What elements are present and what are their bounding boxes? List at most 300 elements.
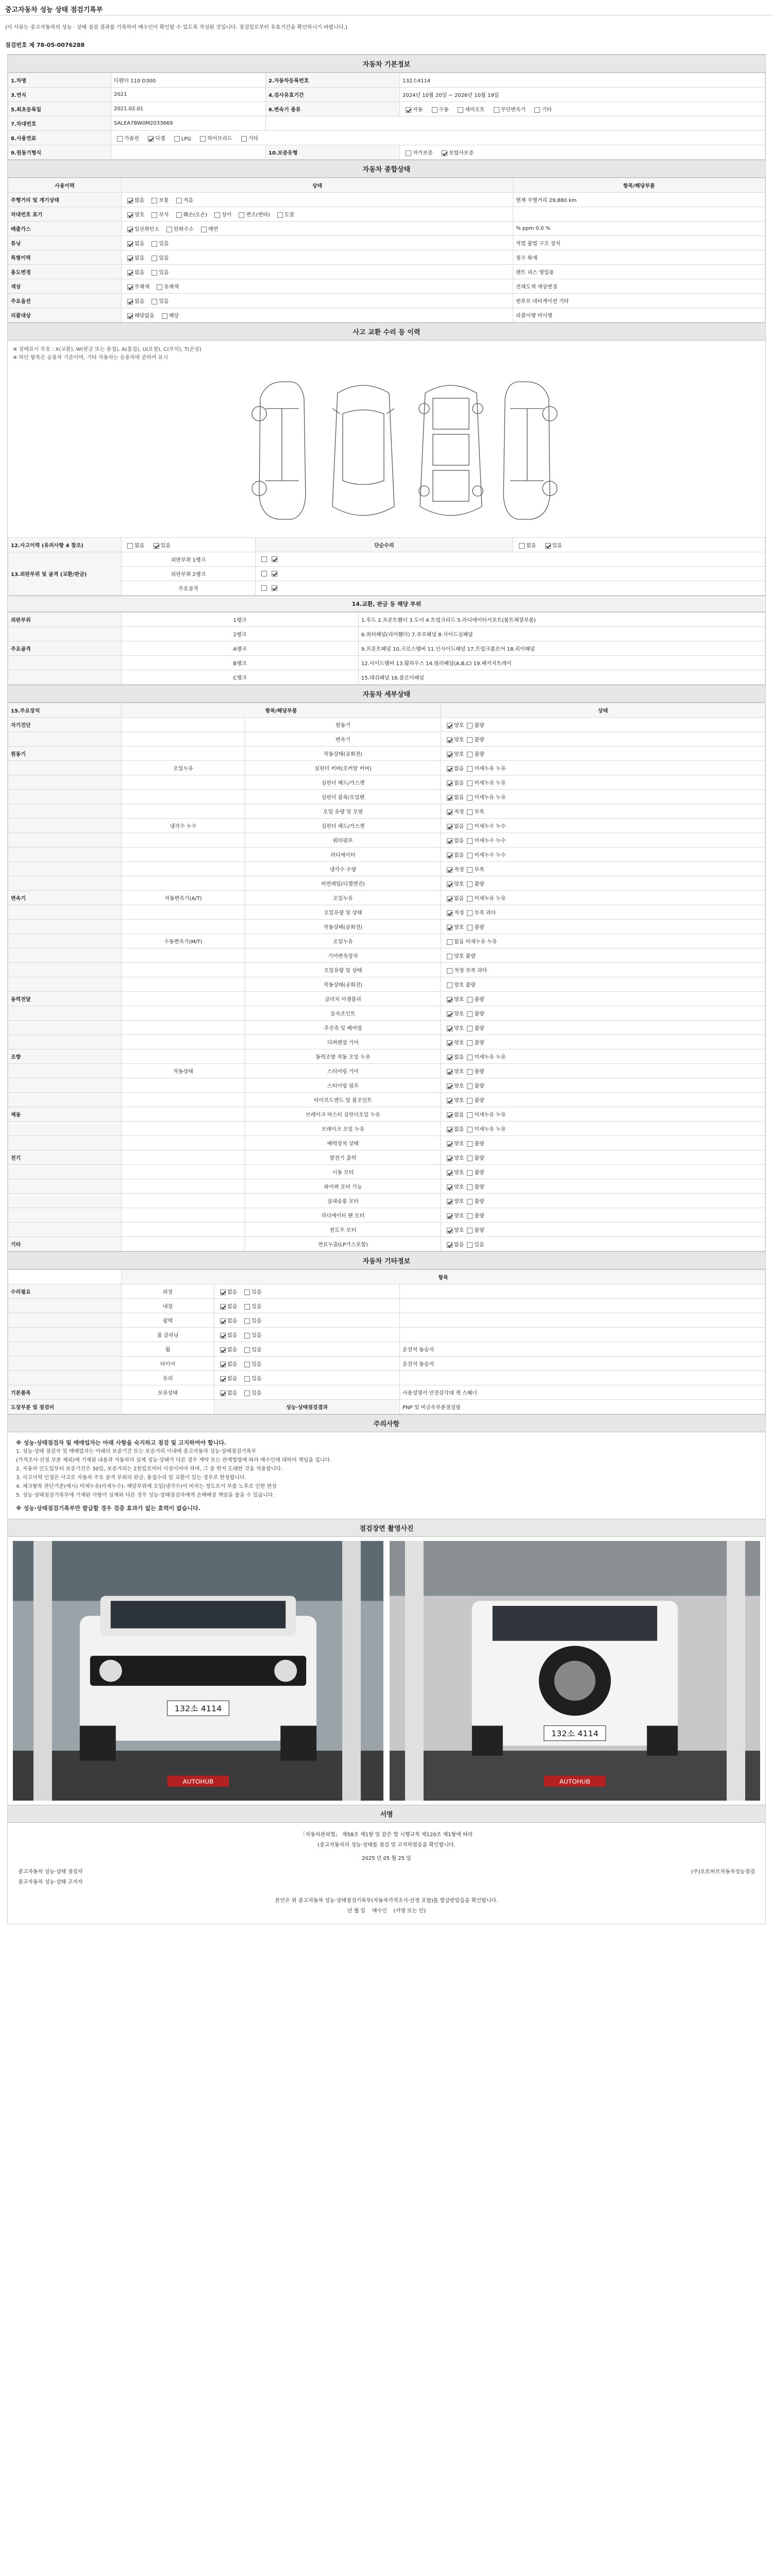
checkbox[interactable] xyxy=(152,198,157,204)
detail-state xyxy=(441,761,765,775)
parts-row xyxy=(8,627,765,641)
detail-device xyxy=(8,1064,122,1078)
detail-item: 라디에이터 xyxy=(245,848,441,862)
parts-title: 14.교환, 판금 등 해당 부위 xyxy=(8,596,765,612)
checkbox[interactable] xyxy=(467,781,473,786)
checkbox-checked[interactable] xyxy=(127,270,133,276)
overall-extra xyxy=(513,207,765,222)
checkbox-checked[interactable] xyxy=(447,867,452,873)
detail-device xyxy=(8,848,122,862)
car-left-side-icon xyxy=(252,382,306,519)
detail-state xyxy=(441,862,765,876)
option-label: 있음 xyxy=(159,256,169,261)
basic-value: SALEA7BW0M2033669 xyxy=(111,116,266,131)
checkbox-checked[interactable] xyxy=(447,752,452,757)
detail-device xyxy=(8,1122,122,1136)
detail-device xyxy=(8,1179,122,1194)
checkbox[interactable] xyxy=(244,1391,250,1396)
checkbox[interactable] xyxy=(162,313,167,319)
checkbox[interactable] xyxy=(467,882,473,887)
rank-label: 외판부위 1랭크 xyxy=(122,552,256,567)
state-alt: 미세누유 누유 xyxy=(474,781,506,786)
overall-label: 차대번호 표기 xyxy=(8,207,122,222)
inspector-label: 중고자동차 성능·상태 점검자 xyxy=(18,1869,83,1875)
overall-extra: 침수 화재 xyxy=(513,250,765,265)
detail-row xyxy=(8,1078,765,1093)
overall-table xyxy=(8,178,765,323)
checkbox-checked[interactable] xyxy=(447,1040,452,1046)
detail-sub xyxy=(122,833,245,848)
checkbox-checked[interactable] xyxy=(406,107,411,113)
option-label: 탄화수소 xyxy=(174,227,194,232)
checkbox-checked[interactable] xyxy=(447,1083,452,1089)
option-label: 유채색 xyxy=(163,284,179,290)
detail-item: 실린더 커버(로커암 커버) xyxy=(245,761,441,775)
checkbox[interactable] xyxy=(467,1069,473,1075)
detail-device: 자기진단 xyxy=(8,718,122,732)
detail-state xyxy=(441,833,765,848)
checkbox[interactable] xyxy=(277,212,283,218)
detail-device xyxy=(8,790,122,804)
checkbox-checked[interactable] xyxy=(220,1391,226,1396)
checkbox[interactable] xyxy=(467,752,473,757)
checkbox[interactable] xyxy=(244,1362,250,1367)
other-extra xyxy=(400,1284,765,1299)
checkbox-checked[interactable] xyxy=(447,795,452,801)
state-alt: 미세누유 누유 xyxy=(474,766,506,772)
other-item: 광택 xyxy=(122,1313,214,1328)
detail-row xyxy=(8,934,765,948)
detail-item: 커먼레일(디젤엔진) xyxy=(245,876,441,891)
buyer-label: 매수인 xyxy=(372,1908,387,1914)
checkbox[interactable] xyxy=(467,1141,473,1147)
checkbox-checked[interactable] xyxy=(127,227,133,232)
checkbox[interactable] xyxy=(152,212,157,218)
checkbox-checked[interactable] xyxy=(447,838,452,844)
detail-item: 스티어링 기어 xyxy=(245,1064,441,1078)
checkbox[interactable] xyxy=(467,1112,473,1118)
checkbox[interactable] xyxy=(406,150,411,156)
other-options xyxy=(214,1299,400,1313)
other-group xyxy=(8,1357,122,1371)
detail-sub xyxy=(122,804,245,819)
inspector-value: (주)오토허브자동차성능점검 xyxy=(691,1869,755,1875)
parts-row xyxy=(8,641,765,656)
exterior-legend xyxy=(8,341,765,367)
state-label: 없음 xyxy=(454,1112,464,1118)
state-label: 양호 xyxy=(454,1098,464,1104)
parts-items: 15.대쉬패널 16.플로어패널 xyxy=(359,670,765,685)
other-row xyxy=(8,1385,765,1400)
detail-item: 브레이크 마스터 실린더오일 누유 xyxy=(245,1107,441,1122)
checkbox-checked[interactable] xyxy=(447,1184,452,1190)
parts-rank: A랭크 xyxy=(122,641,359,656)
checkbox-checked[interactable] xyxy=(447,1026,452,1031)
detail-device: 변속기 xyxy=(8,891,122,905)
parts-group: 주요골격 xyxy=(8,641,122,656)
other-row xyxy=(8,1371,765,1385)
checkbox-checked[interactable] xyxy=(447,1199,452,1205)
checkbox[interactable] xyxy=(244,1318,250,1324)
detail-sub xyxy=(122,1150,245,1165)
checkbox[interactable] xyxy=(467,1170,473,1176)
parts-rank: 1랭크 xyxy=(122,613,359,627)
checkbox[interactable] xyxy=(152,299,157,304)
other-row xyxy=(8,1284,765,1299)
detail-state xyxy=(441,1064,765,1078)
checkbox-checked[interactable] xyxy=(447,737,452,743)
state-alt: 불량 xyxy=(474,737,484,743)
accident-label: 12.사고이력 (유의사항 4 참조) xyxy=(8,538,122,552)
overall-options xyxy=(122,265,513,279)
checkbox[interactable] xyxy=(467,1026,473,1031)
panel-label: 13.외판부위 및 골격 (교환/판금) xyxy=(8,552,122,596)
overall-options xyxy=(122,207,513,222)
checkbox[interactable] xyxy=(467,1055,473,1060)
option-label: 있음 xyxy=(251,1318,262,1324)
caution-final: ※ 성능·상태점검기록부만 발급할 경우 검증 효과가 없는 효력이 없습니다. xyxy=(16,1505,200,1512)
checkbox[interactable] xyxy=(244,1304,250,1310)
checkbox[interactable] xyxy=(458,107,463,113)
checkbox[interactable] xyxy=(447,954,452,959)
detail-sub xyxy=(122,1078,245,1093)
legend-line: ※ 하단 항목은 승용차 기준이며, 기타 자동차는 승용차에 준하여 표시 xyxy=(13,355,168,361)
detail-row xyxy=(8,1064,765,1078)
checkbox-checked[interactable] xyxy=(127,212,133,218)
other-extra: 운전석 동승석 xyxy=(400,1357,765,1371)
overall-options xyxy=(122,279,513,294)
checkbox-checked[interactable] xyxy=(127,313,133,319)
state-alt: 부족 과다 xyxy=(474,910,496,916)
checkbox-checked[interactable] xyxy=(447,1156,452,1161)
state-alt: 부족 xyxy=(474,809,484,815)
checkbox-checked[interactable] xyxy=(447,1098,452,1104)
detail-sub xyxy=(122,732,245,747)
checkbox[interactable] xyxy=(261,585,267,591)
detail-device xyxy=(8,1165,122,1179)
checkbox-checked[interactable] xyxy=(447,1055,452,1060)
checkbox-checked[interactable] xyxy=(447,1242,452,1248)
checkbox-checked[interactable] xyxy=(127,299,133,304)
overall-extra: 적법 불법 구조 장치 xyxy=(513,236,765,250)
checkbox[interactable] xyxy=(166,227,172,232)
checkbox[interactable] xyxy=(467,1011,473,1017)
checkbox[interactable] xyxy=(239,212,244,218)
checkbox[interactable] xyxy=(261,571,267,577)
other-item: 휠 xyxy=(122,1342,214,1357)
basic-value: 2021 xyxy=(111,88,266,102)
checkbox-checked[interactable] xyxy=(127,241,133,247)
detail-state xyxy=(441,1194,765,1208)
option-label: 해당없음 xyxy=(135,313,155,319)
warranty-options: 자가보증 보험사보증 xyxy=(400,145,765,160)
checkbox[interactable] xyxy=(432,107,438,113)
checkbox[interactable] xyxy=(241,136,247,142)
detail-state xyxy=(441,819,765,833)
detail-state xyxy=(441,920,765,934)
checkbox[interactable] xyxy=(467,853,473,858)
state-label: 없음 xyxy=(454,1242,464,1248)
checkbox-checked[interactable] xyxy=(127,198,133,204)
detail-item: 실린더 헤드/가스켓 xyxy=(245,775,441,790)
rear-sign-text: AUTOHUB xyxy=(559,1778,591,1786)
checkbox-checked[interactable] xyxy=(447,1141,452,1147)
basic-label: 5.최초등록일 xyxy=(8,102,111,116)
checkbox-checked[interactable] xyxy=(127,256,133,261)
checkbox[interactable] xyxy=(467,838,473,844)
state-label: 양호 xyxy=(454,1040,464,1046)
detail-device xyxy=(8,761,122,775)
checkbox[interactable] xyxy=(176,198,182,204)
detail-item: 오일누유 xyxy=(245,934,441,948)
checkbox[interactable] xyxy=(467,1083,473,1089)
result-label: 성능·상태점검결과 xyxy=(214,1400,400,1414)
checkbox-checked[interactable] xyxy=(447,853,452,858)
detail-sub xyxy=(122,1107,245,1122)
checkbox-checked[interactable] xyxy=(154,543,159,549)
state-alt: 미세누수 누수 xyxy=(474,853,506,858)
detail-table xyxy=(8,703,765,1251)
overall-options xyxy=(122,222,513,236)
detail-item: 작동상태(공회전) xyxy=(245,747,441,761)
checkbox-checked[interactable] xyxy=(220,1347,226,1353)
checkbox[interactable] xyxy=(244,1376,250,1382)
checkbox[interactable] xyxy=(176,212,182,218)
checkbox[interactable] xyxy=(467,795,473,801)
notifier-label: 중고자동차 성능·상태 고지자 xyxy=(18,1879,83,1885)
checkbox-checked[interactable] xyxy=(447,723,452,728)
option-label: 양호 xyxy=(135,212,145,218)
result-value: PNP 및 비금속부분점검필 xyxy=(400,1400,765,1414)
option-label: 없음 xyxy=(135,270,145,276)
car-outline-diagram xyxy=(8,367,765,537)
checkbox-checked[interactable] xyxy=(447,997,452,1003)
checkbox[interactable] xyxy=(467,867,473,873)
detail-item: 발전기 출력 xyxy=(245,1150,441,1165)
detail-item: 오일유량 및 상태 xyxy=(245,963,441,977)
checkbox-checked[interactable] xyxy=(220,1333,226,1338)
state-alt: 불량 xyxy=(474,723,484,728)
detail-head: 15.주요장치 xyxy=(8,703,122,718)
checkbox[interactable] xyxy=(467,1127,473,1132)
state-label: 양호 xyxy=(454,882,464,887)
detail-device xyxy=(8,876,122,891)
detail-sub xyxy=(122,1237,245,1251)
checkbox-checked[interactable] xyxy=(447,1127,452,1132)
option-label: 없음 xyxy=(227,1304,238,1310)
detail-item: 시동 모터 xyxy=(245,1165,441,1179)
checkbox[interactable] xyxy=(117,136,123,142)
parts-rows xyxy=(8,613,765,685)
other-head: 항목 xyxy=(122,1270,765,1284)
state-alt: 미세누유 누유 xyxy=(474,896,506,902)
checkbox[interactable] xyxy=(201,227,207,232)
detail-sub: 수동변속기(M/T) xyxy=(122,934,245,948)
state-label: 없음 xyxy=(454,838,464,844)
option-label: 부식 xyxy=(159,212,169,218)
state-label: 없음 xyxy=(454,766,464,772)
overall-label: 튜닝 xyxy=(8,236,122,250)
other-group xyxy=(8,1342,122,1357)
other-item: 외장 xyxy=(122,1284,214,1299)
detail-item: 타이로드엔드 및 볼조인트 xyxy=(245,1093,441,1107)
detail-sub xyxy=(122,1093,245,1107)
detail-sub xyxy=(122,1223,245,1237)
checkbox-checked[interactable] xyxy=(447,925,452,930)
detail-state xyxy=(441,747,765,761)
detail-device xyxy=(8,819,122,833)
checkbox[interactable] xyxy=(467,997,473,1003)
checkbox[interactable] xyxy=(447,982,452,988)
detail-state xyxy=(441,775,765,790)
checkbox[interactable] xyxy=(152,241,157,247)
checkbox[interactable] xyxy=(127,543,133,549)
checkbox-checked[interactable] xyxy=(220,1290,226,1295)
state-alt: 불량 xyxy=(474,1199,484,1205)
checkbox-checked[interactable] xyxy=(447,766,452,772)
checkbox[interactable] xyxy=(467,925,473,930)
detail-item: 클러치 어셈블리 xyxy=(245,992,441,1006)
checkbox[interactable] xyxy=(534,107,540,113)
checkbox[interactable] xyxy=(467,809,473,815)
checkbox-checked[interactable] xyxy=(447,781,452,786)
checkbox[interactable] xyxy=(519,543,525,549)
checkbox-checked[interactable] xyxy=(272,571,277,577)
detail-state xyxy=(441,1165,765,1179)
parts-group xyxy=(8,656,122,670)
checkbox[interactable] xyxy=(174,136,180,142)
checkbox-checked[interactable] xyxy=(447,910,452,916)
checkbox-checked[interactable] xyxy=(220,1362,226,1367)
detail-sub: 자동변속기(A/T) xyxy=(122,891,245,905)
checkbox-checked[interactable] xyxy=(447,1170,452,1176)
detail-item: 스티어링 펌프 xyxy=(245,1078,441,1093)
checkbox[interactable] xyxy=(447,939,452,945)
checkbox[interactable] xyxy=(157,284,162,290)
detail-row xyxy=(8,747,765,761)
checkbox-checked[interactable] xyxy=(447,1112,452,1118)
state-label: 양호 xyxy=(454,1026,464,1031)
checkbox-checked[interactable] xyxy=(545,543,551,549)
car-right-side-icon xyxy=(503,382,557,519)
other-rows xyxy=(8,1284,765,1400)
checkbox[interactable] xyxy=(467,896,473,902)
checkbox[interactable] xyxy=(244,1347,250,1353)
checkbox-checked[interactable] xyxy=(447,809,452,815)
car-diagram xyxy=(8,367,765,537)
checkbox[interactable] xyxy=(467,1242,473,1248)
rank-label: 주요골격 xyxy=(122,581,256,596)
state-alt: 미세누수 누수 xyxy=(474,824,506,829)
detail-state xyxy=(441,1107,765,1122)
detail-item: 브레이크 오일 누유 xyxy=(245,1122,441,1136)
checkbox[interactable] xyxy=(467,1098,473,1104)
detail-head: 상태 xyxy=(441,703,765,718)
overall-rows xyxy=(8,193,765,323)
detail-row xyxy=(8,1122,765,1136)
detail-sub xyxy=(122,920,245,934)
checkbox-checked[interactable] xyxy=(447,1228,452,1233)
other-extra: 운전석 동승석 xyxy=(400,1342,765,1357)
basic-value: 2024년 10월 20일 ~ 2026년 10월 19일 xyxy=(400,88,765,102)
checkbox[interactable] xyxy=(214,212,220,218)
checkbox[interactable] xyxy=(467,723,473,728)
checkbox[interactable] xyxy=(467,1156,473,1161)
state-label: 양호 xyxy=(454,997,464,1003)
checkbox[interactable] xyxy=(244,1290,250,1295)
checkbox-checked[interactable] xyxy=(447,896,452,902)
detail-item: 디퍼렌셜 기어 xyxy=(245,1035,441,1049)
checkbox[interactable] xyxy=(467,766,473,772)
detail-row xyxy=(8,1150,765,1165)
checkbox-checked[interactable] xyxy=(447,1069,452,1075)
option-label: 무채색 xyxy=(135,284,149,290)
checkbox-checked[interactable] xyxy=(447,1011,452,1017)
overall-row xyxy=(8,236,765,250)
detail-state xyxy=(441,1136,765,1150)
state-alt: 불량 xyxy=(474,1228,484,1233)
parts-row xyxy=(8,613,765,627)
section-sign-title: 서명 xyxy=(8,1805,765,1823)
checkbox[interactable] xyxy=(152,256,157,261)
state-label: 양호 xyxy=(454,1141,464,1147)
checkbox-checked[interactable] xyxy=(272,585,277,591)
other-table xyxy=(8,1269,765,1414)
checkbox[interactable] xyxy=(494,107,499,113)
overall-row xyxy=(8,265,765,279)
detail-state xyxy=(441,1223,765,1237)
checkbox-checked[interactable] xyxy=(220,1304,226,1310)
checkbox-checked[interactable] xyxy=(442,150,447,156)
detail-row xyxy=(8,1165,765,1179)
detail-sub xyxy=(122,1179,245,1194)
checkbox[interactable] xyxy=(467,1184,473,1190)
checkbox[interactable] xyxy=(467,1228,473,1233)
checkbox[interactable] xyxy=(467,1040,473,1046)
checkbox[interactable] xyxy=(152,270,157,276)
checkbox[interactable] xyxy=(261,556,267,562)
state-alt: 불량 xyxy=(474,1011,484,1017)
checkbox[interactable] xyxy=(467,1213,473,1219)
checkbox[interactable] xyxy=(200,136,206,142)
detail-item: 연료누출(LP가스포함) xyxy=(245,1237,441,1251)
checkbox[interactable] xyxy=(244,1333,250,1338)
checkbox-checked[interactable] xyxy=(447,1213,452,1219)
option-label: 많음 xyxy=(135,198,145,204)
checkbox[interactable] xyxy=(467,824,473,829)
detail-device xyxy=(8,1194,122,1208)
basic-label: 1.차명 xyxy=(8,73,111,88)
checkbox[interactable] xyxy=(447,968,452,974)
detail-row xyxy=(8,1049,765,1064)
checkbox-checked[interactable] xyxy=(447,824,452,829)
checkbox-checked[interactable] xyxy=(447,882,452,887)
checkbox-checked[interactable] xyxy=(220,1318,226,1324)
checkbox-checked[interactable] xyxy=(220,1376,226,1382)
checkbox[interactable] xyxy=(467,1199,473,1205)
detail-item: 윈도우 모터 xyxy=(245,1223,441,1237)
checkbox-checked[interactable] xyxy=(127,284,133,290)
checkbox-checked[interactable] xyxy=(272,556,277,562)
state-alt: 불량 xyxy=(474,1156,484,1161)
checkbox[interactable] xyxy=(467,910,473,916)
other-item: 룸 클리닝 xyxy=(122,1328,214,1342)
checkbox[interactable] xyxy=(467,737,473,743)
detail-state xyxy=(441,977,765,992)
state-label: 없음 xyxy=(454,896,464,902)
checkbox-checked[interactable] xyxy=(148,136,154,142)
rank-label: 외판부위 2랭크 xyxy=(122,567,256,581)
